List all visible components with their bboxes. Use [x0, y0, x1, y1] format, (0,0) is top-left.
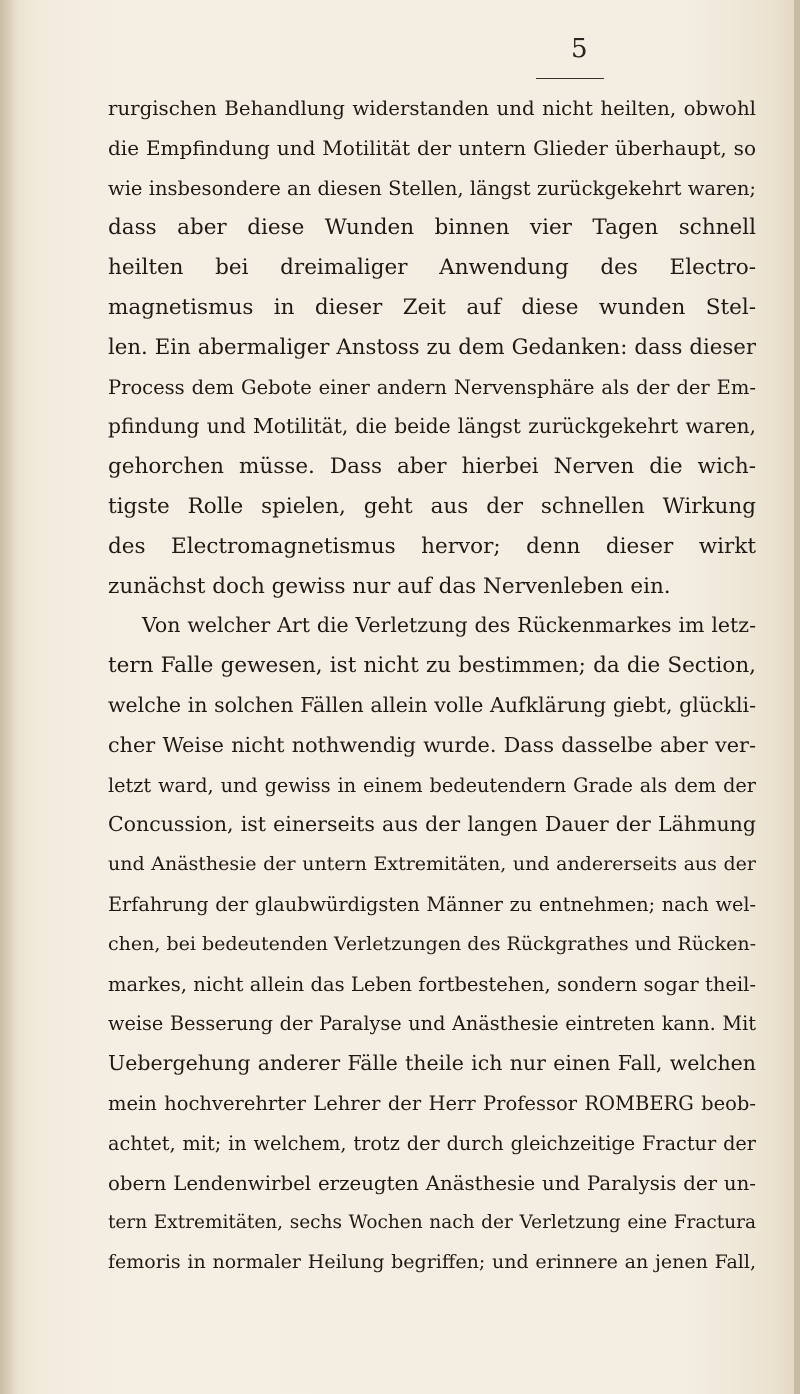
text-line: weise Besserung der Paralyse und Anästhesie eintreten kann. Mit	[108, 1012, 756, 1036]
text-line: achtet, mit; in welchem, trotz der durch gleichzeitige Fractur der	[108, 1131, 756, 1155]
text-line: cher Weise nicht nothwendig wurde. Dass dasselbe aber ver-	[108, 732, 756, 757]
binding-shadow	[0, 0, 18, 1394]
header-rule	[536, 78, 604, 79]
text-line: pfindung und Motilität, die beide längst zurückgekehrt waren,	[108, 414, 756, 439]
text-line: Erfahrung der glaubwürdigsten Männer zu entnehmen; nach wel-	[108, 892, 756, 916]
text-line: die Empfindung und Motilität der untern Glieder überhaupt, so	[108, 135, 756, 160]
text-line: gehorchen müsse. Dass aber hierbei Nerven die wich-	[108, 454, 756, 480]
text-line: tigste Rolle spielen, geht aus der schnellen Wirkung	[108, 493, 756, 519]
text-line: zunächst doch gewiss nur auf das Nervenleben ein.	[108, 573, 671, 599]
text-line: und Anästhesie der untern Extremitäten, und andererseits aus der	[108, 853, 756, 876]
text-line: wie insbesondere an diesen Stellen, längst zurückgekehrt waren;	[108, 176, 756, 200]
text-line: welche in solchen Fällen allein volle Aufklärung giebt, glückli-	[108, 692, 756, 717]
body-text	[108, 89, 756, 1283]
text-line: chen, bei bedeutenden Verletzungen des Rückgrathes und Rücken-	[108, 932, 756, 955]
text-line: Uebergehung anderer Fälle theile ich nur einen Fall, welchen	[108, 1051, 756, 1076]
text-line: Concussion, ist einerseits aus der langen Dauer der Lähmung	[108, 812, 756, 837]
text-line: femoris in normaler Heilung begriffen; und erinnere an jenen Fall,	[108, 1251, 756, 1274]
text-line: Process dem Gebote einer andern Nervensphäre als der der Em-	[108, 375, 756, 399]
text-line: len. Ein abermaliger Anstoss zu dem Gedanken: dass dieser	[108, 334, 756, 360]
page-edge	[794, 0, 800, 1394]
text-line: dass aber diese Wunden binnen vier Tagen schnell	[108, 215, 756, 241]
text-line: tern Extremitäten, sechs Wochen nach der Verletzung eine Fractura	[108, 1212, 756, 1234]
text-line: des Electromagnetismus hervor; denn dieser wirkt	[108, 533, 756, 559]
text-line: rurgischen Behandlung widerstanden und nicht heilten, obwohl	[108, 97, 756, 120]
text-line: obern Lendenwirbel erzeugten Anästhesie und Paralysis der un-	[108, 1171, 756, 1195]
text-line: letzt ward, und gewiss in einem bedeutendern Grade als dem der	[108, 773, 756, 797]
text-line: tern Falle gewesen, ist nicht zu bestimmen; da die Section,	[108, 653, 756, 679]
text-line: magnetismus in dieser Zeit auf diese wunden Stel-	[108, 294, 756, 320]
text-line: Von welcher Art die Verletzung des Rückenmarkes im letz-	[142, 613, 756, 638]
text-line: mein hochverehrter Lehrer der Herr Professor ROMBERG beob-	[108, 1091, 756, 1115]
text-line: markes, nicht allein das Leben fortbestehen, sondern sogar theil-	[108, 972, 756, 996]
text-line: heilten bei dreimaliger Anwendung des Electro-	[108, 255, 756, 281]
page-number: 5	[571, 34, 588, 64]
